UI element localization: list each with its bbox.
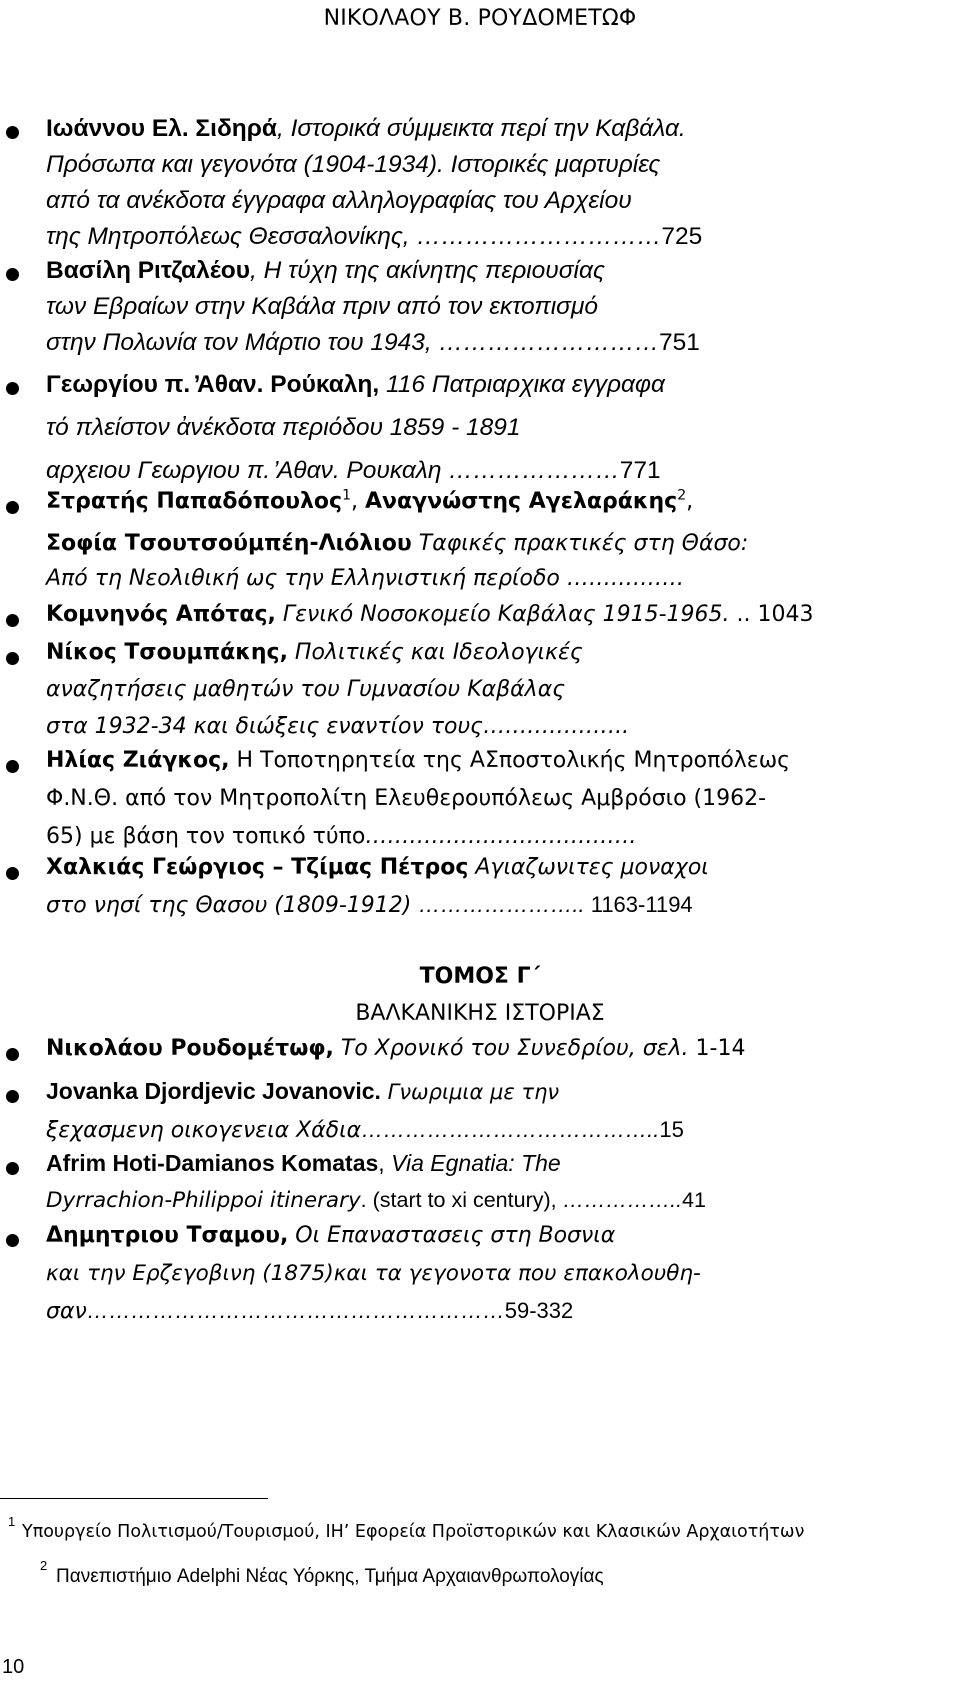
entry-line: Φ.Ν.Θ. από τον Μητροπολίτη Ελευθερουπόλεως Αμβρόσιο (1962- xyxy=(46,786,767,811)
entry-line: και την Ερζεγοβινη (1875)και τα γεγονοτα που επακολουθη- xyxy=(46,1261,701,1286)
bullet xyxy=(6,1234,19,1247)
footnote-rule xyxy=(0,1498,268,1499)
entry-line: στην Πολωνία τον Μάρτιο του 1943, ………………………751 xyxy=(46,329,700,356)
entry-line: Νικολάου Ρουδομέτωφ, Το Χρονικό του Συνεδρίου, σελ. 1-14 xyxy=(46,1036,746,1061)
bullet xyxy=(6,1090,19,1103)
bullet xyxy=(6,1162,19,1175)
entry-line: από τα ανέκδοτα έγγραφα αλληλογραφίας του Αρχείου xyxy=(46,187,632,214)
bullet xyxy=(6,268,19,281)
entry-line: Σοφία Τσουτσούμπέη-Λιόλιου Ταφικές πρακτικές στη Θάσο: xyxy=(46,531,749,556)
footnote-mark: 2 xyxy=(40,1558,48,1573)
entry-line: αναζητήσεις μαθητών του Γυμνασίου Καβάλας xyxy=(46,677,566,702)
entry-line: Γεωργίου π. ̓Αθαν. Ρούκαλη, 116 Πατριαρχικα εγγραφα xyxy=(46,371,665,398)
bullet xyxy=(6,501,19,514)
bullet xyxy=(6,652,19,665)
entry-line: Χαλκιάς Γεώργιος – Τζίμας Πέτρος Αγιαζωνιτες μοναχοι xyxy=(46,855,709,880)
entry-line: στο νησί της Θασου (1809-1912) ………………….. 1163-1194 xyxy=(46,892,693,918)
entry-line: Δημητριου Τσαμου, Οι Επαναστασεις στη Βοσνια xyxy=(46,1223,616,1248)
entry-line: Ιωάννου Ελ. Σιδηρά, Ιστορικά σύμμεικτα περί την Καβάλα. xyxy=(46,115,686,142)
page-number: 10 xyxy=(2,1656,25,1678)
entry-line: Dyrrachion-Philippoi itinerary. (start to xi century), ……………..41 xyxy=(46,1188,706,1213)
entry-line: Πρόσωπα και γεγονότα (1904-1934). Ιστορικές μαρτυρίες xyxy=(46,151,661,178)
footnote-text: Υπουργείο Πολιτισμού/Τουρισμού, ΙΗ’ Εφορεία Προϊστορικών και Κλασικών Αρχαιοτήτων xyxy=(22,1522,805,1542)
bullet xyxy=(6,614,19,627)
volume-subtitle: ΒΑΛΚΑΝΙΚΗΣ ΙΣΤΟΡΙΑΣ xyxy=(355,1001,605,1026)
entry-line: Κομνηνός Απότας, Γενικό Νοσοκομείο Καβάλας 1915-1965. .. 1043 xyxy=(46,602,814,627)
bullet xyxy=(6,867,19,880)
bullet xyxy=(6,382,19,395)
entry-line: τό πλείστον ἀνέκδοτα περιόδου 1859 - 1891 xyxy=(46,414,521,441)
entry-line: Afrim Hoti-Damianos Komatas, Via Egnatia: The xyxy=(46,1150,561,1176)
entry-line: ξεχασμενη οικογενεια Χάδια…………………………………..15 xyxy=(46,1117,684,1143)
entry-line: Βασίλη Ριτζαλέου, Η τύχη της ακίνητης περιουσίας xyxy=(46,257,605,284)
entry-line: της Μητροπόλεως Θεσσαλονίκης, …………………………725 xyxy=(46,223,703,250)
bullet xyxy=(6,760,19,773)
footnote-mark: 1 xyxy=(8,1514,16,1529)
volume-title: ΤΟΜΟΣ Γ΄ xyxy=(419,964,541,989)
footnote-text: Πανεπιστήμιο Adelphi Νέας Υόρκης, Τμήμα Αρχαιανθρωπολογίας xyxy=(56,1566,604,1587)
running-header: ΝΙΚΟΛΑΟΥ Β. ΡΟΥΔΟΜΕΤΩΦ xyxy=(323,6,637,31)
entry-line: αρχειου Γεωργιου π. ̓Αθαν. Ρουκαλη …………………771 xyxy=(46,457,661,484)
entry-line: Νίκος Τσουμπάκης, Πολιτικές και Ιδεολογικές xyxy=(46,640,583,665)
bullet xyxy=(6,1048,19,1061)
entry-line: Στρατής Παπαδόπουλος$^1$, Αναγνώστης Αγελαράκης$^2$, xyxy=(46,487,694,514)
entry-line: Από τη Νεολιθική ως την Ελληνιστική περίοδο ……………. xyxy=(46,566,684,591)
entry-line: των Εβραίων στην Καβάλα πριν από τον εκτοπισμό xyxy=(46,293,599,320)
bullet xyxy=(6,126,19,139)
entry-line: στα 1932-34 και διώξεις εναντίον τους……………….. xyxy=(46,714,630,739)
entry-line: 65) με βάση τον τοπικό τύπο………………………………. xyxy=(46,824,637,849)
entry-line: σαν…………………………………………………59-332 xyxy=(46,1298,574,1324)
entry-line: Ηλίας Ζιάγκος, Η Τοποτηρητεία της ΑΣποστολικής Μητροπόλεως xyxy=(46,748,791,773)
entry-line: Jovanka Djordjevic Jovanovic. Γνωριμια με την xyxy=(46,1078,560,1104)
